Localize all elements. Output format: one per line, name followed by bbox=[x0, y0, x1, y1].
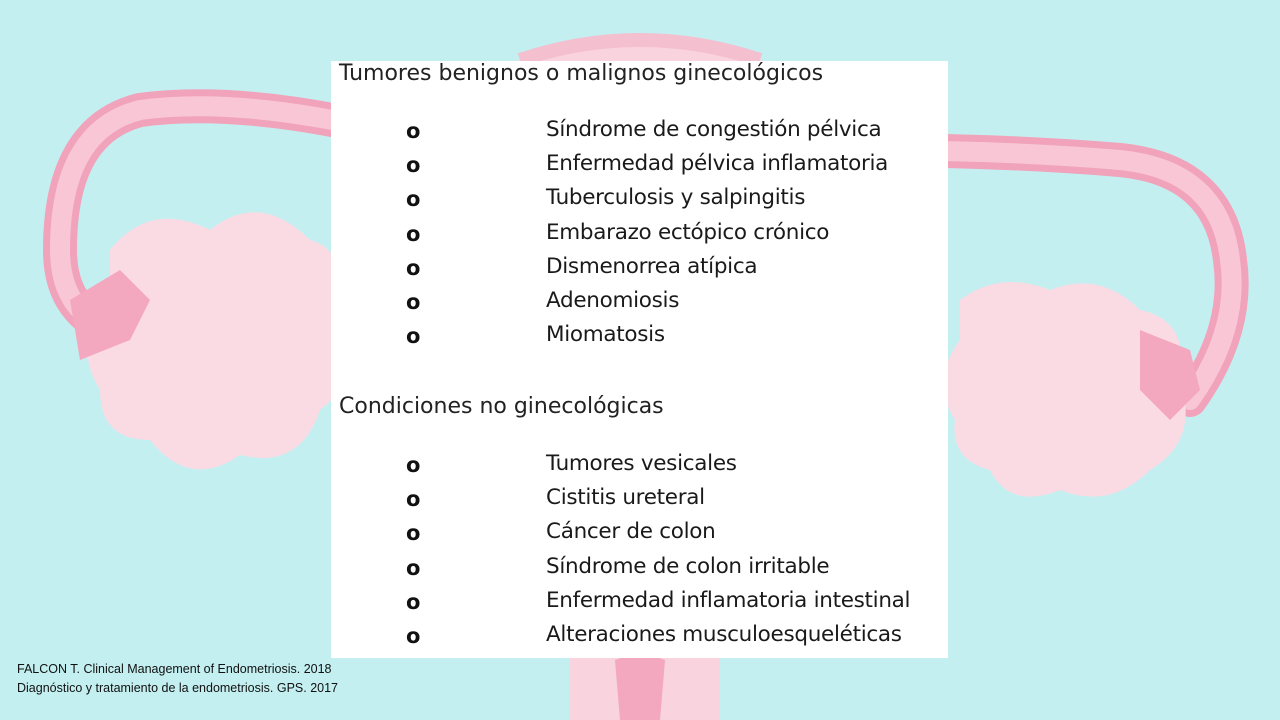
list-item bbox=[331, 149, 948, 183]
list-item bbox=[331, 449, 948, 483]
list-item bbox=[331, 620, 948, 654]
list-bullet: o bbox=[406, 324, 421, 349]
section-title-gynecologic: Tumores benignos o malignos ginecológicos bbox=[339, 61, 824, 86]
list-bullet: o bbox=[406, 289, 421, 314]
list-item-text: Cistitis ureteral bbox=[546, 485, 705, 511]
list-bullet: o bbox=[406, 589, 421, 614]
gynecologic-conditions-list bbox=[331, 115, 948, 354]
list-item bbox=[331, 320, 948, 354]
list-bullet: o bbox=[406, 521, 421, 546]
differential-diagnosis-panel bbox=[331, 61, 948, 658]
list-item bbox=[331, 183, 948, 217]
list-item bbox=[331, 115, 948, 149]
list-bullet: o bbox=[406, 555, 421, 580]
list-item bbox=[331, 552, 948, 586]
reference-line: FALCON T. Clinical Management of Endometriosis. 2018 bbox=[17, 662, 332, 676]
references bbox=[17, 660, 338, 698]
list-item bbox=[331, 286, 948, 320]
list-bullet: o bbox=[406, 153, 421, 178]
section-title-non-gynecologic: Condiciones no ginecológicas bbox=[339, 394, 664, 419]
list-item-text: Tumores vesicales bbox=[546, 451, 737, 476]
list-item-text: Miomatosis bbox=[546, 322, 665, 348]
list-item bbox=[331, 483, 948, 517]
list-item bbox=[331, 517, 948, 551]
list-item-text: Cáncer de colon bbox=[546, 519, 716, 545]
list-item bbox=[331, 218, 948, 252]
list-item-text: Síndrome de colon irritable bbox=[546, 553, 830, 579]
list-item bbox=[331, 252, 948, 286]
list-item-text: Enfermedad inflamatoria intestinal bbox=[546, 587, 911, 613]
list-bullet: o bbox=[406, 453, 421, 477]
reference-line: Diagnóstico y tratamiento de la endometriosis. GPS. 2017 bbox=[17, 681, 339, 695]
list-bullet: o bbox=[406, 119, 421, 143]
list-bullet: o bbox=[406, 187, 421, 212]
list-item-text: Dismenorrea atípica bbox=[546, 253, 758, 279]
list-item-text: Tuberculosis y salpingitis bbox=[546, 185, 806, 211]
list-item-text: Alteraciones musculoesqueléticas bbox=[546, 621, 902, 647]
list-bullet: o bbox=[406, 623, 421, 648]
list-bullet: o bbox=[406, 221, 421, 246]
list-bullet: o bbox=[406, 255, 421, 280]
non-gynecologic-conditions-list bbox=[331, 449, 948, 654]
list-item bbox=[331, 586, 948, 620]
list-item-text: Síndrome de congestión pélvica bbox=[546, 117, 882, 142]
list-item-text: Embarazo ectópico crónico bbox=[546, 219, 830, 245]
list-item-text: Enfermedad pélvica inflamatoria bbox=[546, 151, 889, 177]
list-item-text: Adenomiosis bbox=[546, 287, 680, 313]
list-bullet: o bbox=[406, 487, 421, 512]
